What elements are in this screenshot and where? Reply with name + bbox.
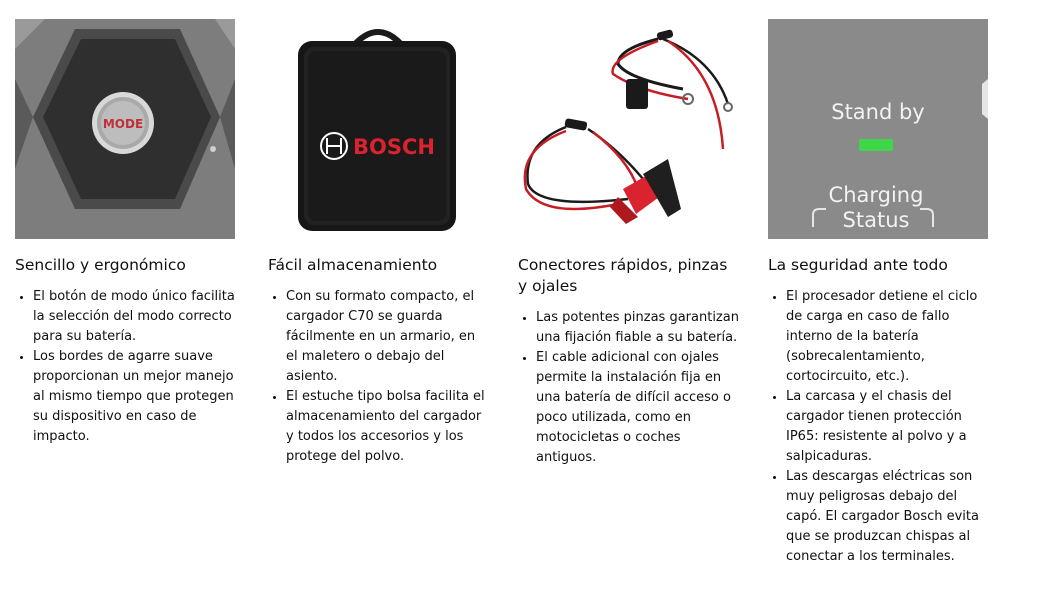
feature-card-storage — [268, 19, 488, 467]
feature-bullet: • La carcasa y el chasis del cargador tienen protección IP65: resistente al polvo y a salpicaduras. — [786, 387, 988, 467]
feature-bullets — [15, 287, 235, 447]
charging-label: Charging — [828, 183, 924, 207]
feature-heading: La seguridad ante todo — [768, 256, 948, 274]
status-label: Status — [842, 208, 910, 232]
feature-bullet: • El estuche tipo bolsa facilita el almacenamiento del cargador y todos los accesorios y los protege del polvo. — [286, 387, 488, 467]
feature-bullet: • El procesador detiene el ciclo de carga en caso de fallo interno de la batería (sobrecalentamiento, cortocircuito, etc.). — [786, 287, 988, 387]
feature-card-connectors — [518, 19, 740, 468]
feature-bullet: • Las potentes pinzas garantizan una fijación fiable a su batería. — [536, 308, 740, 348]
bosch-logo-text: BOSCH — [353, 135, 435, 159]
feature-bullet: • El cable adicional con ojales permite la instalación fija en una batería de difícil acceso o poco utilizada, como en motocicletas o coches antiguos. — [536, 348, 740, 468]
feature-bullets — [268, 287, 488, 467]
feature-bullets — [768, 287, 988, 567]
feature-bullet: • Las descargas eléctricas son muy peligrosas debajo del capó. El cargador Bosch evita que se produzcan chispas al conectar a los terminales. — [786, 467, 988, 567]
feature-bullet: • El botón de modo único facilita la selección del modo correcto para su batería. — [33, 287, 235, 347]
connectors-image — [518, 19, 738, 239]
feature-bullets — [518, 308, 740, 468]
feature-heading: Conectores rápidos, pinzas y ojales — [518, 256, 728, 295]
storage-bag-image — [268, 19, 488, 239]
standby-led-icon — [859, 139, 893, 151]
feature-card-ergonomic — [15, 19, 235, 447]
mode-label: MODE — [102, 117, 144, 131]
feature-bullet: • Los bordes de agarre suave proporcionan un mejor manejo al mismo tiempo que protegen su dispositivo en caso de impacto. — [33, 347, 235, 447]
feature-heading: Sencillo y ergonómico — [15, 256, 186, 274]
feature-bullet: • Con su formato compacto, el cargador C70 se guarda fácilmente en un armario, en el maletero o debajo del asiento. — [286, 287, 488, 387]
standby-label: Stand by — [831, 100, 925, 124]
charger-status-image — [768, 19, 988, 239]
feature-heading: Fácil almacenamiento — [268, 256, 438, 274]
mode-button-image — [15, 19, 235, 239]
feature-card-safety — [768, 19, 988, 567]
